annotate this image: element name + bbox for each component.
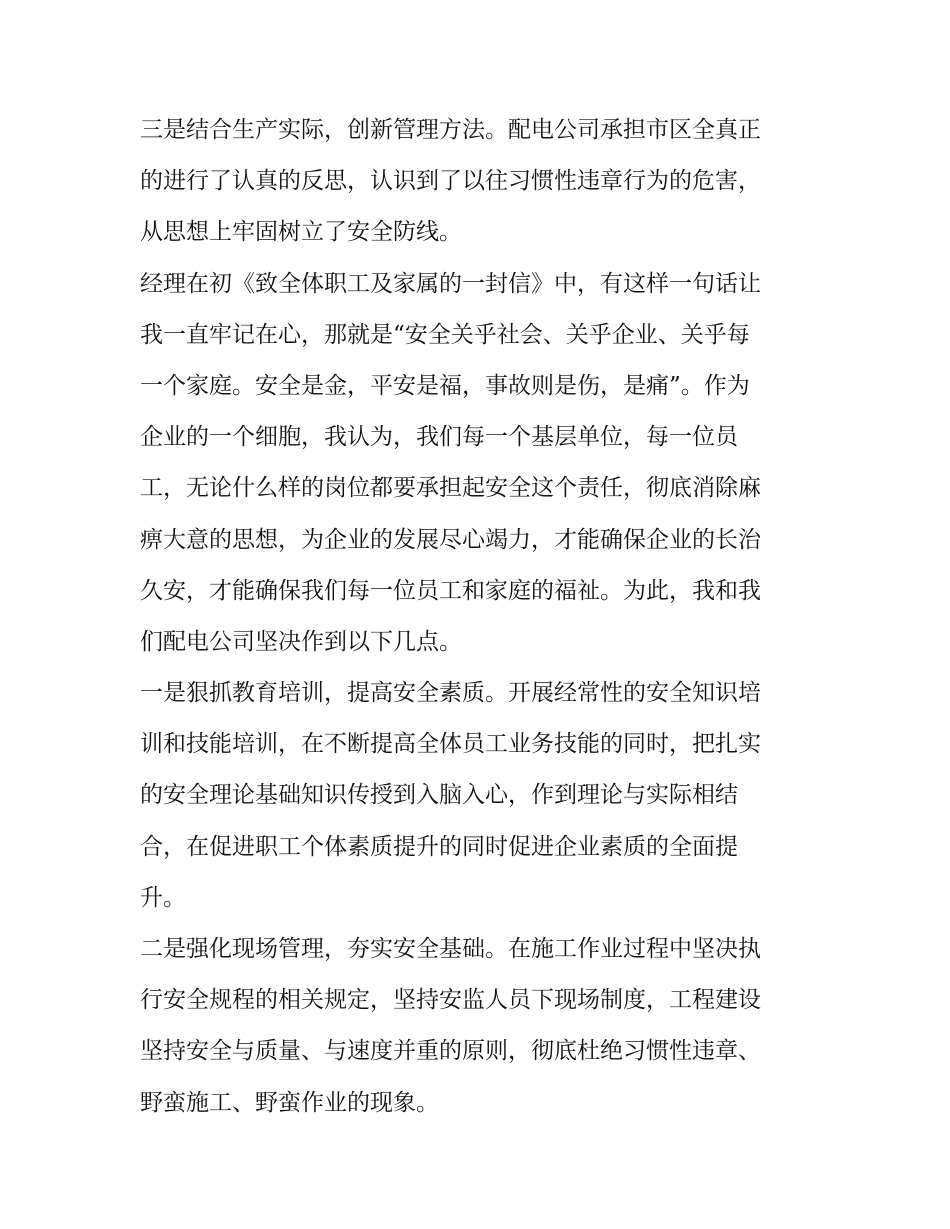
- text-line: 野蛮施工、野蛮作业的现象。: [140, 1089, 439, 1116]
- paragraph-education-training: [140, 668, 820, 924]
- text-line: 痹大意的思想，为企业的发展尽心竭力，才能确保企业的长治: [140, 526, 761, 553]
- text-line: 一是狠抓教育培训，提高安全素质。开展经常性的安全知识培: [140, 680, 761, 707]
- text-line: 们配电公司坚决作到以下几点。: [140, 628, 462, 655]
- text-line: 三是结合生产实际，创新管理方法。配电公司承担市区全真正: [140, 117, 761, 143]
- paragraph-safety-letter: [140, 259, 820, 669]
- text-line: 企业的一个细胞，我认为，我们每一个基层单位，每一位员: [140, 424, 738, 451]
- text-line: 一个家庭。安全是金，平安是福，事故则是伤，是痛”。作为: [140, 372, 750, 399]
- paragraph-innovation-management: [140, 105, 820, 259]
- text-line: 训和技能培训，在不断提高全体员工业务技能的同时，把扎实: [140, 731, 761, 758]
- text-line: 二是强化现场管理，夯实安全基础。在施工作业过程中坚决执: [140, 936, 761, 962]
- text-line: 工，无论什么样的岗位都要承担起安全这个责任，彻底消除麻: [140, 475, 761, 502]
- text-line: 行安全规程的相关规定，坚持安监人员下现场制度，工程建设: [140, 987, 761, 1014]
- document-body: [140, 105, 820, 1129]
- text-line: 我一直牢记在心，那就是“安全关乎社会、关乎企业、关乎每: [140, 321, 750, 348]
- text-line: 经理在初《致全体职工及家属的一封信》中，有这样一句话让: [140, 270, 761, 297]
- text-line: 的安全理论基础知识传授到入脑入心，作到理论与实际相结: [140, 782, 738, 809]
- paragraph-site-management: [140, 924, 820, 1129]
- text-line: 从思想上牢固树立了安全防线。: [140, 219, 462, 246]
- text-line: 久安，才能确保我们每一位员工和家庭的福祉。为此，我和我: [140, 577, 761, 604]
- text-line: 坚持安全与质量、与速度并重的原则，彻底杜绝习惯性违章、: [140, 1038, 761, 1065]
- text-line: 升。: [140, 884, 186, 911]
- text-line: 合，在促进职工个体素质提升的同时促进企业素质的全面提: [140, 833, 738, 860]
- text-line: 的进行了认真的反思，认识到了以往习惯性违章行为的危害，: [140, 168, 761, 195]
